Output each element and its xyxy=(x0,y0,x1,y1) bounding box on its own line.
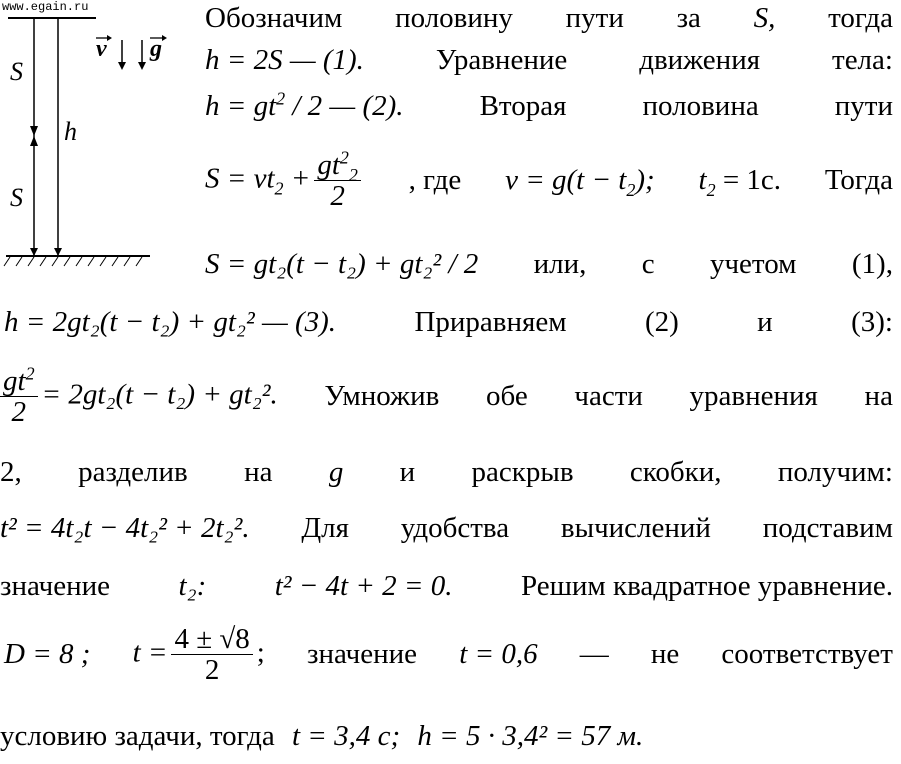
word: половину xyxy=(395,2,513,34)
equation-roots: t = $\frac{4 \pm √8}{2}$ ; xyxy=(132,623,265,687)
line-10 xyxy=(0,570,893,603)
word: тогда xyxy=(828,2,893,34)
line-12 xyxy=(0,720,643,753)
falling-body-diagram xyxy=(0,10,200,275)
sentence: Решим квадратное уравнение. xyxy=(520,570,893,602)
word: 2, xyxy=(0,456,22,488)
word: половина xyxy=(642,90,759,122)
word: и xyxy=(757,306,773,338)
line-3 xyxy=(205,90,893,123)
word: Обозначим xyxy=(205,2,343,34)
word: на xyxy=(864,380,893,413)
word: Приравняем xyxy=(414,306,567,338)
line-9 xyxy=(0,512,893,545)
line-5 xyxy=(205,248,893,281)
line-6 xyxy=(4,306,893,339)
word: и xyxy=(399,456,416,488)
word: Тогда xyxy=(824,164,893,197)
word: Умножив xyxy=(324,380,440,413)
label-g: g xyxy=(150,36,162,62)
math: t₂: xyxy=(178,570,207,602)
word: вычислений xyxy=(560,512,711,544)
word: уравнения xyxy=(689,380,818,413)
word: — xyxy=(579,638,609,671)
word: пути xyxy=(834,90,893,122)
equation-v: $v = g(t - t_2)$; xyxy=(505,164,655,201)
word: или, xyxy=(533,248,587,280)
word: Вторая xyxy=(479,90,567,122)
word: разделив xyxy=(78,456,188,488)
equation-quadratic: t² − 4t + 2 = 0. xyxy=(274,570,453,602)
equation-t2: $t_2 = 1с$. xyxy=(698,164,782,201)
label-v: v xyxy=(96,36,107,62)
label-s-top: S xyxy=(10,57,23,86)
word: (3): xyxy=(851,306,893,338)
word: подставим xyxy=(762,512,893,544)
line-7 xyxy=(0,363,893,429)
word: на xyxy=(244,456,273,488)
equation-s: $S = vt_2$ + $\frac{gt^2_2}{2}$ xyxy=(205,150,365,212)
word: скобки, xyxy=(629,456,722,488)
watermark: www.egain.ru xyxy=(2,0,89,14)
line-8 xyxy=(0,456,893,489)
word: Для xyxy=(301,512,349,544)
answer-height: h = 5 · 3,4² = 57 м. xyxy=(417,720,644,752)
word: Уравнение xyxy=(435,44,568,76)
word: (2) xyxy=(644,306,679,338)
line-4 xyxy=(205,147,893,213)
ground-hatching xyxy=(4,257,142,266)
line-11 xyxy=(4,624,893,686)
label-h: h xyxy=(64,117,77,146)
word: удобства xyxy=(400,512,510,544)
word: тела: xyxy=(832,44,893,76)
answer-time: t = 3,4 с; xyxy=(292,720,401,752)
word: значение xyxy=(307,638,418,671)
word: за xyxy=(676,2,701,34)
word: с xyxy=(641,248,655,280)
word: обе xyxy=(485,380,528,413)
equation-3: h = 2gt₂(t − t₂) + gt₂² — (3). xyxy=(4,306,337,338)
equation-expanded: t² = 4t₂t − 4t₂² + 2t₂². xyxy=(0,512,250,544)
line-1 xyxy=(205,2,893,35)
word: значение xyxy=(0,570,111,602)
word: (1), xyxy=(851,248,893,280)
word: раскрыв xyxy=(471,456,574,488)
sentence: условию задачи, тогда xyxy=(0,720,275,752)
math: t = 0,6 xyxy=(459,638,538,671)
equation-s2: S = gt₂(t − t₂) + gt₂² / 2 xyxy=(205,248,479,280)
word: части xyxy=(574,380,643,413)
word: получим: xyxy=(777,456,893,488)
math: g xyxy=(328,456,344,488)
line-2 xyxy=(205,44,893,77)
math: S, xyxy=(753,2,776,34)
word: , где xyxy=(408,164,462,197)
equation-combined: $\frac{gt^2}{2}$ = 2gt₂(t − t₂) + gt₂². xyxy=(0,366,278,428)
equation-2: $h = gt^2 / 2$ — (2). xyxy=(205,88,404,122)
word: пути xyxy=(565,2,624,34)
equation-discriminant: D = 8 ; xyxy=(4,638,91,671)
word: учетом xyxy=(709,248,797,280)
word: не xyxy=(650,638,680,671)
word: движения xyxy=(639,44,761,76)
label-s-bottom: S xyxy=(10,183,23,212)
word: соответствует xyxy=(721,638,893,671)
equation-1: h = 2S — (1). xyxy=(205,44,364,76)
